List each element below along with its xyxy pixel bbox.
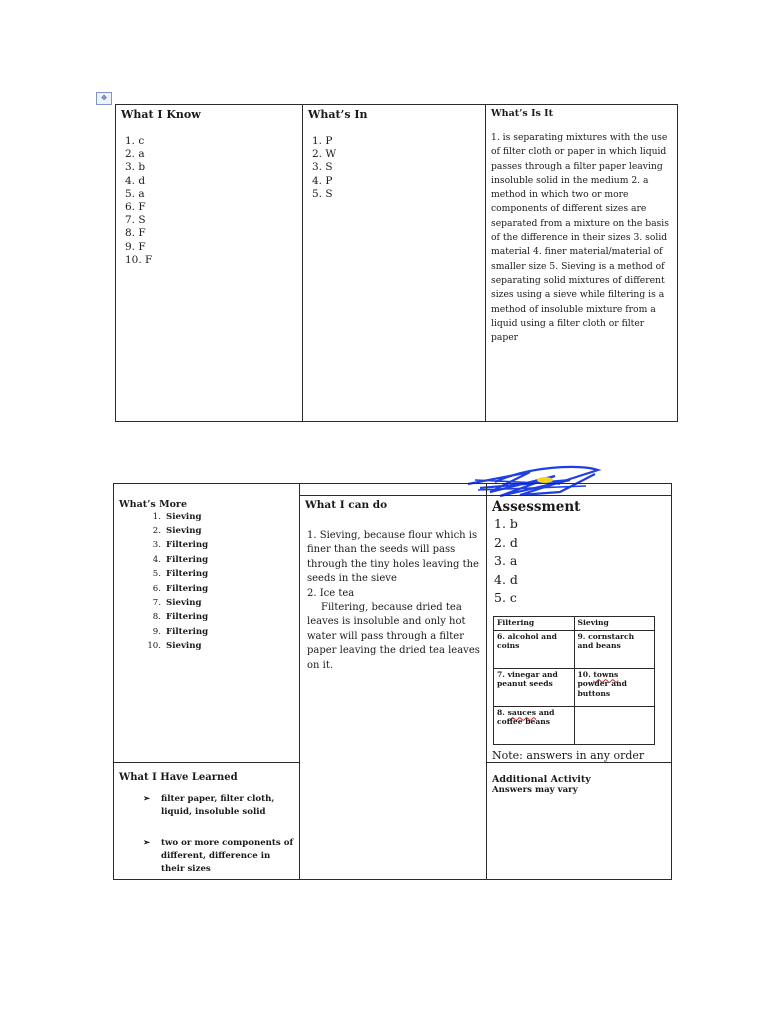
spelling-flagged-word: towns [593, 669, 619, 679]
list-item: 1. c [125, 135, 145, 147]
list-item: 4. d [494, 571, 518, 587]
whats-in-list [308, 135, 480, 201]
list-item: 9. F [125, 240, 146, 253]
list-item: 2. d [494, 534, 518, 550]
assessment-title: Assessment [492, 499, 581, 515]
additional-activity-cell [487, 762, 672, 879]
list-item [141, 610, 294, 624]
list-item [141, 625, 294, 639]
list-item: 1. b [494, 516, 518, 531]
assessment-note: Note: answers in any order [492, 748, 645, 762]
list-item: 4. d [125, 174, 146, 187]
list-item [141, 596, 294, 610]
list-item: 2. a [125, 148, 145, 161]
list-item: 10. F [125, 253, 153, 266]
item-value: Filtering [166, 626, 209, 637]
whats-more-list [119, 510, 294, 654]
item-number: 10. [147, 641, 161, 652]
what-i-can-do-line-2: 2. Ice tea [307, 587, 355, 599]
what-i-can-do-line-1: 1. Sieving, because flour which is finer than the seeds will pass through the tiny holes leaving the seeds in the sieve [307, 530, 479, 585]
filtering-header: Filtering [494, 616, 575, 630]
list-item: 8. F [125, 227, 146, 240]
learned-bullet-1 [143, 793, 294, 819]
list-item: 4. P [312, 174, 333, 187]
learned-bullet-text: filter paper, filter cloth, liquid, insoluble solid [161, 793, 275, 817]
item-value: Filtering [166, 554, 209, 565]
what-i-know-title: What I Know [121, 108, 201, 121]
learned-bullet-2 [143, 837, 294, 876]
item-value: Filtering [166, 583, 209, 594]
list-item: 3. a [494, 553, 518, 568]
item-value: Filtering [166, 540, 209, 551]
item-value: Sieving [166, 525, 202, 536]
item-number: 5. [152, 569, 161, 580]
table-cell [574, 668, 655, 706]
list-item: 7. S [125, 214, 146, 227]
list-item: 5. S [312, 187, 333, 200]
bottom-top-spacer-1 [114, 484, 300, 496]
item-number: 3. [152, 540, 161, 551]
table-cell: 9. cornstarch and beans [574, 630, 655, 668]
sieving-header: Sieving [574, 616, 655, 630]
list-item: 5. a [125, 187, 145, 200]
item-value: Filtering [166, 612, 209, 623]
list-item [141, 538, 294, 552]
item-number: 7. [152, 597, 161, 608]
list-item: 3. S [312, 161, 333, 174]
whats-in-title: What’s In [308, 108, 368, 121]
item-value: Filtering [166, 569, 209, 580]
arrow-bullet-icon: ➢ [143, 837, 151, 848]
assessment-list [492, 515, 666, 608]
table-move-handle-icon[interactable]: ✥ [96, 92, 112, 105]
table-cell: 7. vinegar and peanut seeds [494, 668, 575, 706]
additional-activity-text: Answers may vary [492, 784, 578, 795]
item-number: 8. [152, 612, 161, 623]
cell-rest: powder and buttons [577, 679, 627, 698]
what-i-can-do-cell [300, 496, 487, 880]
answer-key-table-bottom [113, 483, 672, 880]
item-value: Sieving [166, 597, 202, 608]
item-number: 9. [152, 626, 161, 637]
whats-more-cell [114, 496, 300, 763]
cell-number: 10. [577, 669, 591, 679]
what-i-know-list [121, 135, 297, 267]
list-item [141, 553, 294, 567]
item-value: Sieving [166, 511, 202, 522]
list-item [141, 639, 294, 653]
what-i-know-cell [116, 105, 303, 422]
list-item [141, 582, 294, 596]
what-i-have-learned-title: What I Have Learned [119, 771, 238, 783]
whats-in-cell [303, 105, 486, 422]
what-i-can-do-line-3: Filtering, because dried tea leaves is insoluble and only hot water will pass through a filter paper leaving the dried tea leaves on it. [307, 602, 480, 671]
spelling-flagged-word: sauces [507, 707, 537, 717]
list-item: 6. F [125, 201, 146, 214]
answer-key-table-top [115, 104, 678, 422]
list-item: 1. P [312, 135, 333, 147]
additional-activity-title: Additional Activity [492, 773, 591, 785]
what-i-have-learned-cell [114, 762, 300, 879]
table-cell [494, 706, 575, 744]
cell-number: 8. [497, 707, 505, 717]
list-item: 5. c [494, 590, 517, 605]
list-item: 2. W [312, 148, 337, 161]
cell-rest: and coffee beans [497, 707, 555, 726]
table-cell: 6. alcohol and coins [494, 630, 575, 668]
arrow-bullet-icon: ➢ [143, 793, 151, 804]
item-number: 6. [152, 583, 161, 594]
whats-is-it-text: 1. is separating mixtures with the use of filter cloth or paper in which liquid passes through a filter paper leaving insoluble solid in the medium 2. a method in which two or more components of different sizes are separated from a mixture on the basis of the difference in their sizes 3. solid material 4. finer material/material of smaller size 5. Sieving is a method of separating solid mixtures of different sizes using a sieve while filtering is a method of insoluble mixture from a liquid using a filter cloth or filter paper [491, 132, 669, 344]
whats-is-it-cell [486, 105, 678, 422]
item-number: 2. [152, 525, 161, 536]
bottom-top-spacer-3 [487, 484, 672, 496]
whats-more-title: What’s More [119, 498, 187, 510]
bottom-top-spacer-2 [300, 484, 487, 496]
table-cell [574, 706, 655, 744]
list-item [141, 567, 294, 581]
assessment-cell [487, 496, 672, 763]
list-item [141, 510, 294, 524]
item-number: 1. [152, 511, 161, 522]
list-item [141, 524, 294, 538]
filtering-sieving-table [493, 616, 655, 745]
what-i-can-do-title: What I can do [305, 499, 388, 511]
list-item: 3. b [125, 161, 146, 174]
item-number: 4. [152, 554, 161, 565]
learned-bullet-text: two or more components of different, difference in their sizes [161, 837, 294, 874]
whats-is-it-title: What’s Is It [491, 108, 554, 119]
item-value: Sieving [166, 641, 202, 652]
